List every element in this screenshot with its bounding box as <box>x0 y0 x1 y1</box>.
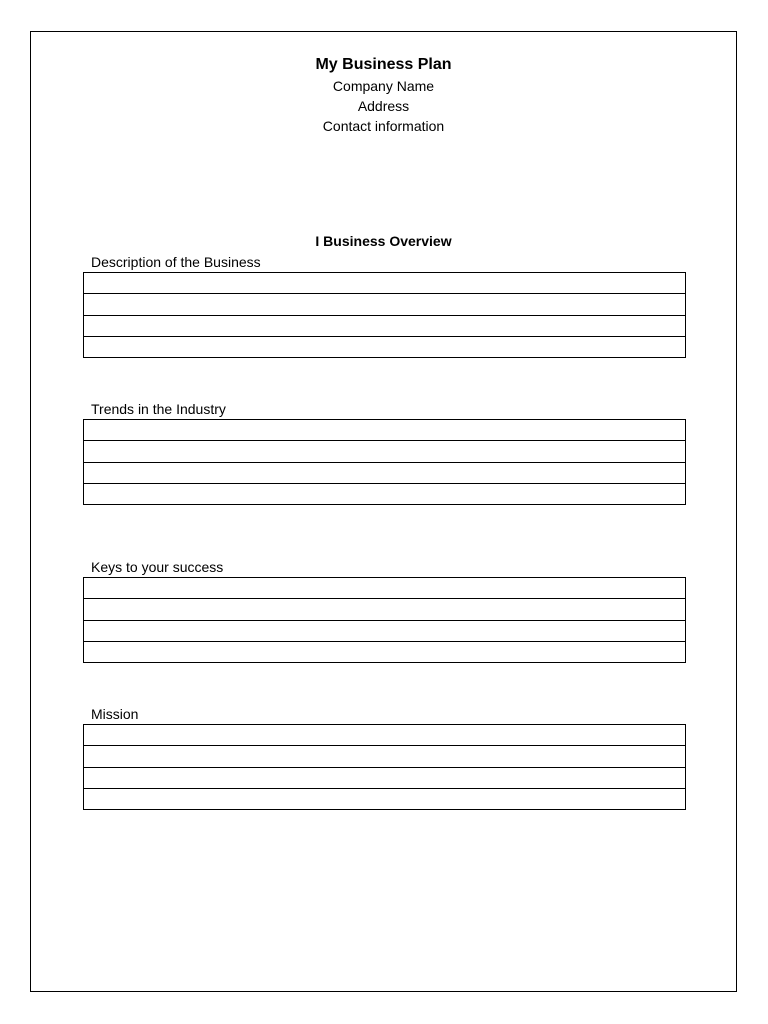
writing-line[interactable] <box>84 789 685 809</box>
writing-line[interactable] <box>84 316 685 337</box>
trends-lines <box>83 419 686 505</box>
document-title: My Business Plan <box>315 56 452 73</box>
writing-line[interactable] <box>84 621 685 642</box>
writing-line[interactable] <box>84 578 685 599</box>
writing-line[interactable] <box>84 599 685 620</box>
description-label: Description of the Business <box>91 254 261 270</box>
section-title: I Business Overview <box>315 233 452 249</box>
document-page <box>30 31 737 992</box>
writing-line[interactable] <box>84 768 685 789</box>
mission-label: Mission <box>91 706 139 722</box>
description-lines <box>83 272 686 358</box>
description-block <box>83 253 686 358</box>
keys-to-success-lines <box>83 577 686 663</box>
writing-line[interactable] <box>84 420 685 441</box>
writing-line[interactable] <box>84 642 685 662</box>
writing-line[interactable] <box>84 441 685 462</box>
address-line: Address <box>357 98 410 114</box>
writing-line[interactable] <box>84 294 685 315</box>
writing-line[interactable] <box>84 746 685 767</box>
keys-to-success-block <box>83 558 686 663</box>
trends-label: Trends in the Industry <box>91 401 226 417</box>
writing-line[interactable] <box>84 337 685 357</box>
mission-lines <box>83 724 686 810</box>
writing-line[interactable] <box>84 484 685 504</box>
writing-line[interactable] <box>84 725 685 746</box>
contact-information-line: Contact information <box>322 118 445 134</box>
document-header <box>31 54 736 136</box>
writing-line[interactable] <box>84 273 685 294</box>
trends-block <box>83 400 686 505</box>
writing-line[interactable] <box>84 463 685 484</box>
mission-block <box>83 705 686 810</box>
company-name-line: Company Name <box>332 78 435 94</box>
keys-to-success-label: Keys to your success <box>91 559 224 575</box>
